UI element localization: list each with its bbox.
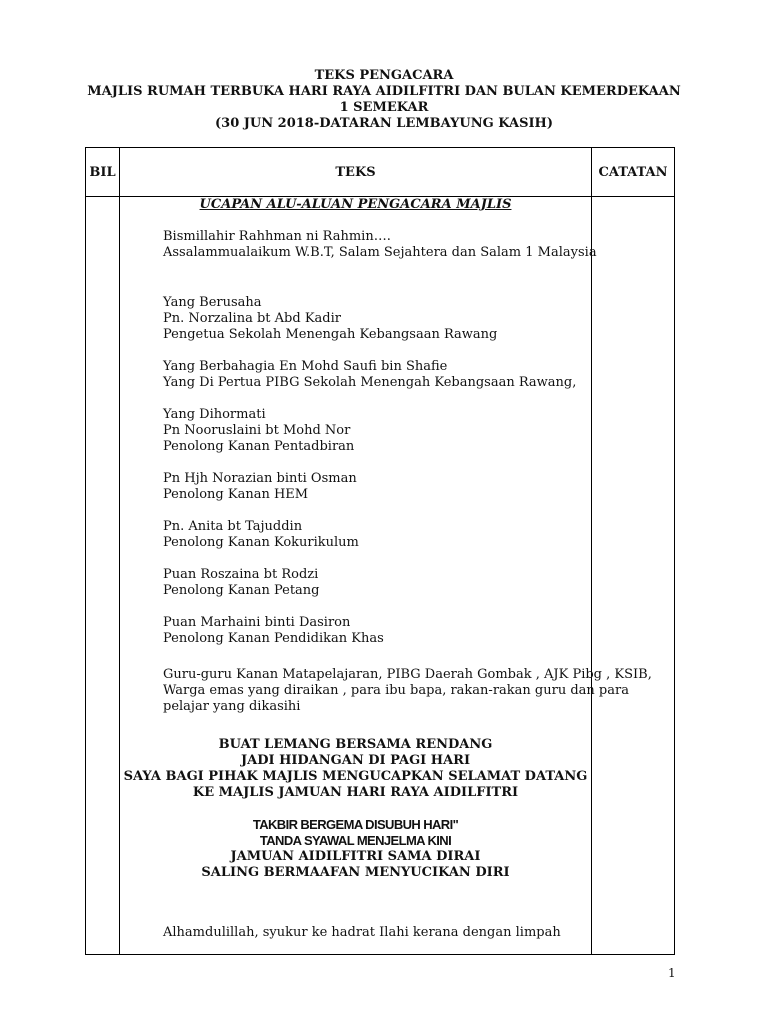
dignitary-line: Penolong Kanan Pentadbiran — [163, 439, 355, 454]
section-title: UCAPAN ALU-ALUAN PENGACARA MAJLIS — [199, 197, 512, 212]
dignitary-line: Yang Di Pertua PIBG Sekolah Menengah Kebangsaan Rawang, — [163, 375, 577, 390]
script-table — [85, 147, 675, 955]
column-header-bil: BIL — [86, 148, 120, 197]
guests-line: pelajar yang dikasihi — [163, 699, 301, 714]
dignitary-line: Penolong Kanan HEM — [163, 487, 309, 502]
dignitary-line: Penolong Kanan Petang — [163, 583, 320, 598]
dignitary-line: Puan Marhaini binti Dasiron — [163, 615, 351, 630]
pantun-line: TANDA SYAWAL MENJELMA KINI — [259, 833, 452, 848]
pantun-line: TAKBIR BERGEMA DISUBUH HARI" — [252, 817, 459, 832]
dignitary-line: Penolong Kanan Kokurikulum — [163, 535, 359, 550]
document-header — [0, 68, 768, 132]
dignitary-line: Pn Nooruslaini bt Mohd Nor — [163, 423, 351, 438]
pantun-line: JADI HIDANGAN DI PAGI HARI — [240, 753, 471, 768]
header-date-venue: (30 JUN 2018-DATARAN LEMBAYUNG KASIH) — [215, 116, 553, 131]
dignitary-line: Pengetua Sekolah Menengah Kebangsaan Rawang — [163, 327, 498, 342]
dignitary-line: Penolong Kanan Pendidikan Khas — [163, 631, 384, 646]
pantun-line: SALING BERMAAFAN MENYUCIKAN DIRI — [201, 865, 510, 880]
pantun-line: BUAT LEMANG BERSAMA RENDANG — [218, 737, 493, 752]
guests-line: Guru-guru Kanan Matapelajaran, PIBG Daerah Gombak , AJK Pibg , KSIB, — [163, 667, 652, 682]
dignitary-line: Pn. Anita bt Tajuddin — [163, 519, 303, 534]
column-header-teks: TEKS — [120, 148, 592, 197]
pantun-syawal — [120, 817, 591, 881]
table-row — [86, 197, 675, 955]
catatan-cell — [592, 197, 675, 955]
pantun-line: JAMUAN AIDILFITRI SAMA DIRAI — [230, 849, 481, 864]
guests-line: Warga emas yang diraikan , para ibu bapa, rakan-rakan guru dan para — [163, 683, 629, 698]
table-header-row — [86, 148, 675, 197]
closing-line: Alhamdulillah, syukur ke hadrat Ilahi kerana dengan limpah — [163, 925, 561, 940]
dignitary-line: Puan Roszaina bt Rodzi — [163, 567, 319, 582]
greeting-line: Bismillahir Rahhman ni Rahmin…. — [163, 229, 391, 244]
column-header-catatan: CATATAN — [592, 148, 675, 197]
pantun-line: KE MAJLIS JAMUAN HARI RAYA AIDILFITRI — [192, 785, 519, 800]
bil-cell — [86, 197, 120, 955]
header-title: TEKS PENGACARA — [314, 68, 454, 83]
header-event: MAJLIS RUMAH TERBUKA HARI RAYA AIDILFITRI DAN BULAN KEMERDEKAAN — [87, 84, 681, 99]
pantun-welcome — [120, 737, 591, 801]
teks-cell — [120, 197, 652, 955]
header-subtitle: 1 SEMEKAR — [339, 100, 429, 115]
dignitary-line: Pn Hjh Norazian binti Osman — [163, 471, 357, 486]
page-number: 1 — [668, 966, 676, 980]
pantun-line: SAYA BAGI PIHAK MAJLIS MENGUCAPKAN SELAMAT DATANG — [123, 769, 588, 784]
dignitary-line: Pn. Norzalina bt Abd Kadir — [163, 311, 341, 326]
dignitary-line: Yang Dihormati — [163, 407, 266, 422]
dignitary-line: Yang Berbahagia En Mohd Saufi bin Shafie — [163, 359, 448, 374]
greeting-line: Assalammualaikum W.B.T, Salam Sejahtera dan Salam 1 Malaysia — [163, 245, 597, 260]
dignitary-line: Yang Berusaha — [163, 295, 262, 310]
guests-paragraph — [163, 667, 652, 715]
